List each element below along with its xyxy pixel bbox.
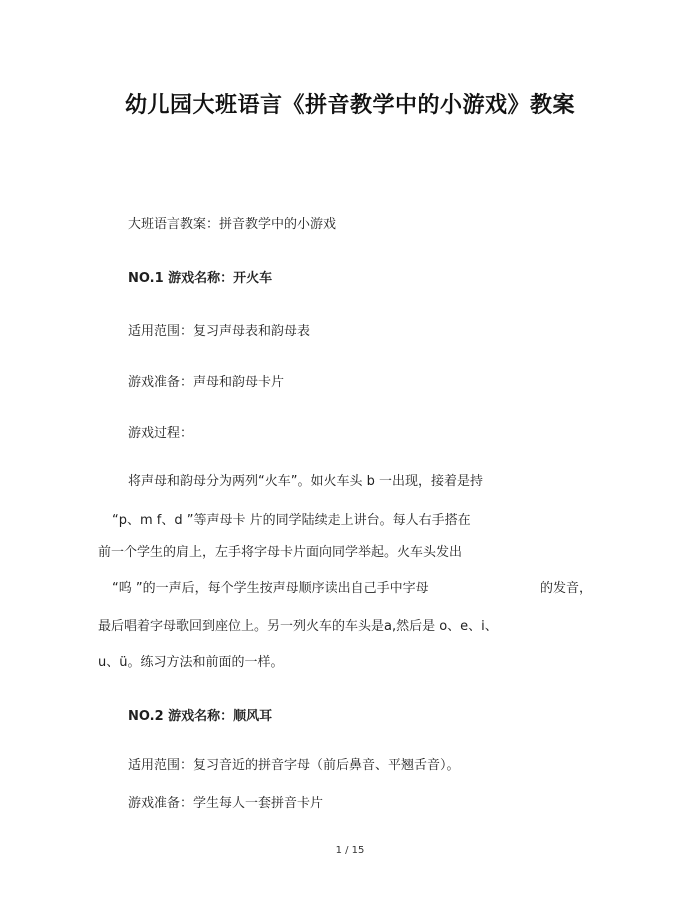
text-line-paragraph-4: “呜 ”的一声后，每个学生按声母顺序读出自己手中字母: [112, 581, 429, 596]
page-number: 1 / 15: [335, 845, 365, 856]
text-line-game1-scope: 适用范围：复习声母表和韵母表: [128, 324, 311, 339]
text-line-paragraph-1: 将声母和韵母分为两列“火车”。如火车头 b 一出现，接着是持: [128, 474, 483, 489]
text-line-game1-process: 游戏过程：: [128, 426, 194, 441]
text-line-game1-name: NO.1 游戏名称：开火车: [128, 271, 273, 286]
text-line-game1-prep: 游戏准备：声母和韵母卡片: [128, 375, 285, 390]
text-line-paragraph-3: 前一个学生的肩上，左手将字母卡片面向同学举起。火车头发出: [98, 545, 463, 560]
document-title: 幼儿园大班语言《拼音教学中的小游戏》教案: [124, 93, 575, 118]
text-line-subtitle: 大班语言教案：拼音教学中的小游戏: [128, 217, 337, 232]
text-line-game2-name: NO.2 游戏名称：顺风耳: [128, 709, 273, 724]
text-line-game2-scope: 适用范围：复习音近的拼音字母（前后鼻音、平翘舌音）。: [128, 758, 460, 773]
text-line-paragraph-6: u、ü。练习方法和前面的一样。: [98, 655, 284, 670]
text-line-paragraph-5: 最后唱着字母歌回到座位上。另一列火车的车头是a,然后是 o、e、i、: [98, 619, 498, 634]
text-line-paragraph-2: “p、m f、d ”等声母卡 片的同学陆续走上讲台。每人右手搭在: [112, 513, 471, 528]
text-line-paragraph-4-end: 的发音，: [540, 581, 593, 596]
text-line-game2-prep: 游戏准备：学生每人一套拼音卡片: [128, 796, 324, 811]
